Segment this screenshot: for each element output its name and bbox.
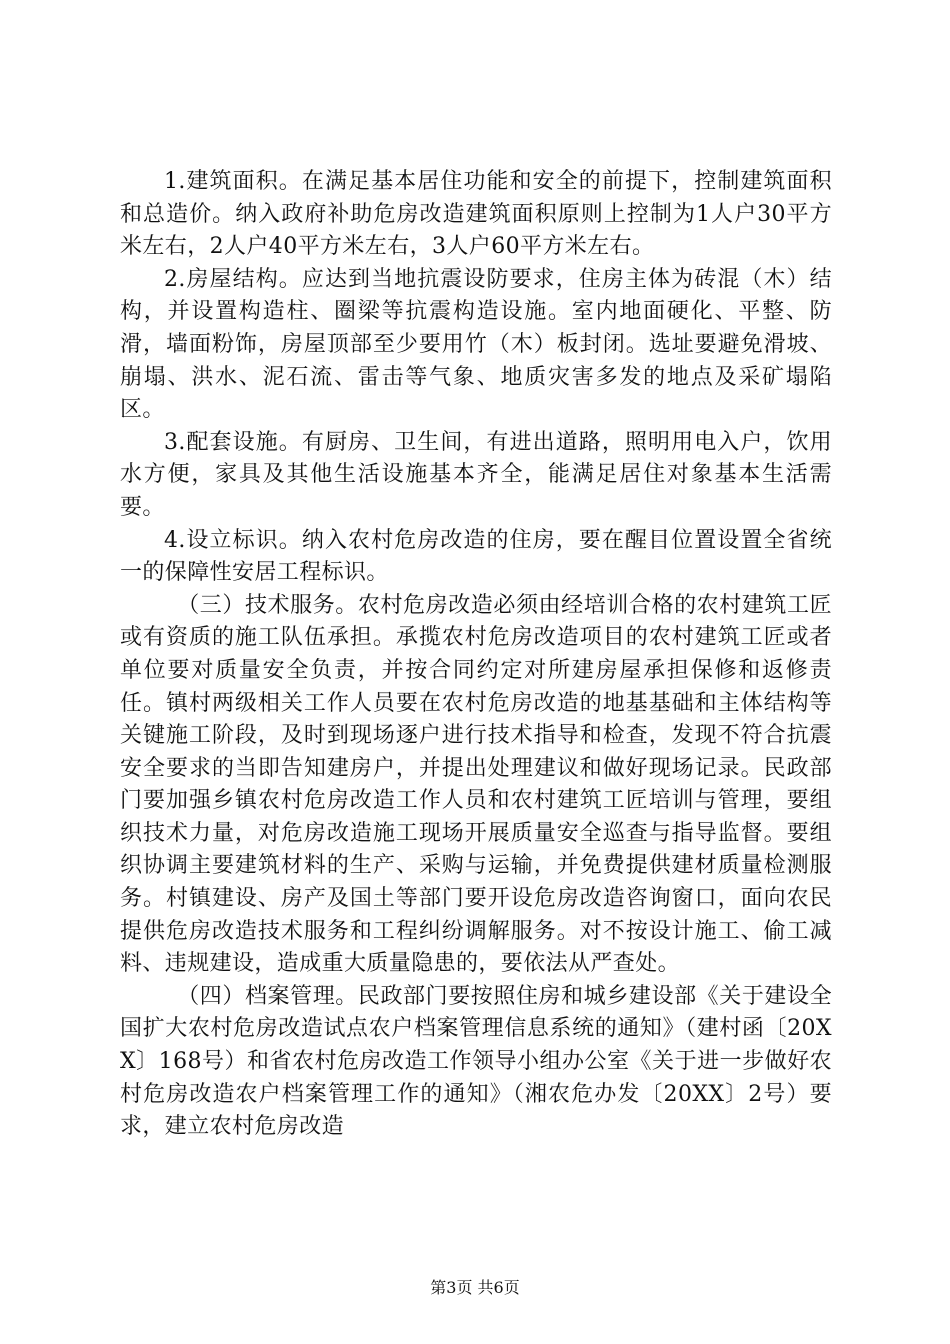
page-number-footer: 第3页 共6页 [430,1278,520,1297]
paragraph-signage: 4.设立标识。纳入农村危房改造的住房，要在醒目位置设置全省统一的保障性安居工程标识。 [120,527,832,586]
paragraph-supporting-facilities: 3.配套设施。有厨房、卫生间，有进出道路，照明用电入户，饮用水方便，家具及其他生活设施基本齐全，能满足居住对象基本生活需要。 [120,429,832,520]
paragraph-archive-management: （四）档案管理。民政部门要按照住房和城乡建设部《关于建设全国扩大农村危房改造试点农户档案管理信息系统的通知》（建村函〔20XX〕168号）和省农村危房改造工作领导小组办公室《关于进一步做好农村危房改造农户档案管理工作的通知》（湘农危办发〔20XX〕2号）要求，建立农村危房改造 [120,983,832,1140]
paragraph-technical-service: （三）技术服务。农村危房改造必须由经培训合格的农村建筑工匠或有资质的施工队伍承担。承揽农村危房改造项目的农村建筑工匠或者单位要对质量安全负责，并按合同约定对所建房屋承担保修和返修责任。镇村两级相关工作人员要在农村危房改造的地基基础和主体结构等关键施工阶段，及时到现场逐户进行技术指导和检查，发现不符合抗震安全要求的当即告知建房户，并提出处理建议和做好现场记录。民政部门要加强乡镇农村危房改造工作人员和农村建筑工匠培训与管理，要组织技术力量，对危房改造施工现场开展质量安全巡查与指导监督。要组织协调主要建筑材料的生产、采购与运输，并免费提供建材质量检测服务。村镇建设、房产及国土等部门要开设危房改造咨询窗口，面向农民提供危房改造技术服务和工程纠纷调解服务。对不按设计施工、偷工减料、违规建设，造成重大质量隐患的，要依法从严查处。 [120,592,832,977]
paragraph-building-area: 1.建筑面积。在满足基本居住功能和安全的前提下，控制建筑面积和总造价。纳入政府补助危房改造建筑面积原则上控制为1人户30平方米左右，2人户40平方米左右，3人户60平方米左右。 [120,169,832,260]
document-body [120,166,832,1144]
paragraph-house-structure: 2.房屋结构。应达到当地抗震设防要求，住房主体为砖混（木）结构，并设置构造柱、圈梁等抗震构造设施。室内地面硬化、平整、防滑，墙面粉饰，房屋顶部至少要用竹（木）板封闭。选址要避免滑坡、崩塌、洪水、泥石流、雷击等气象、地质灾害多发的地点及采矿塌陷区。 [120,266,832,423]
